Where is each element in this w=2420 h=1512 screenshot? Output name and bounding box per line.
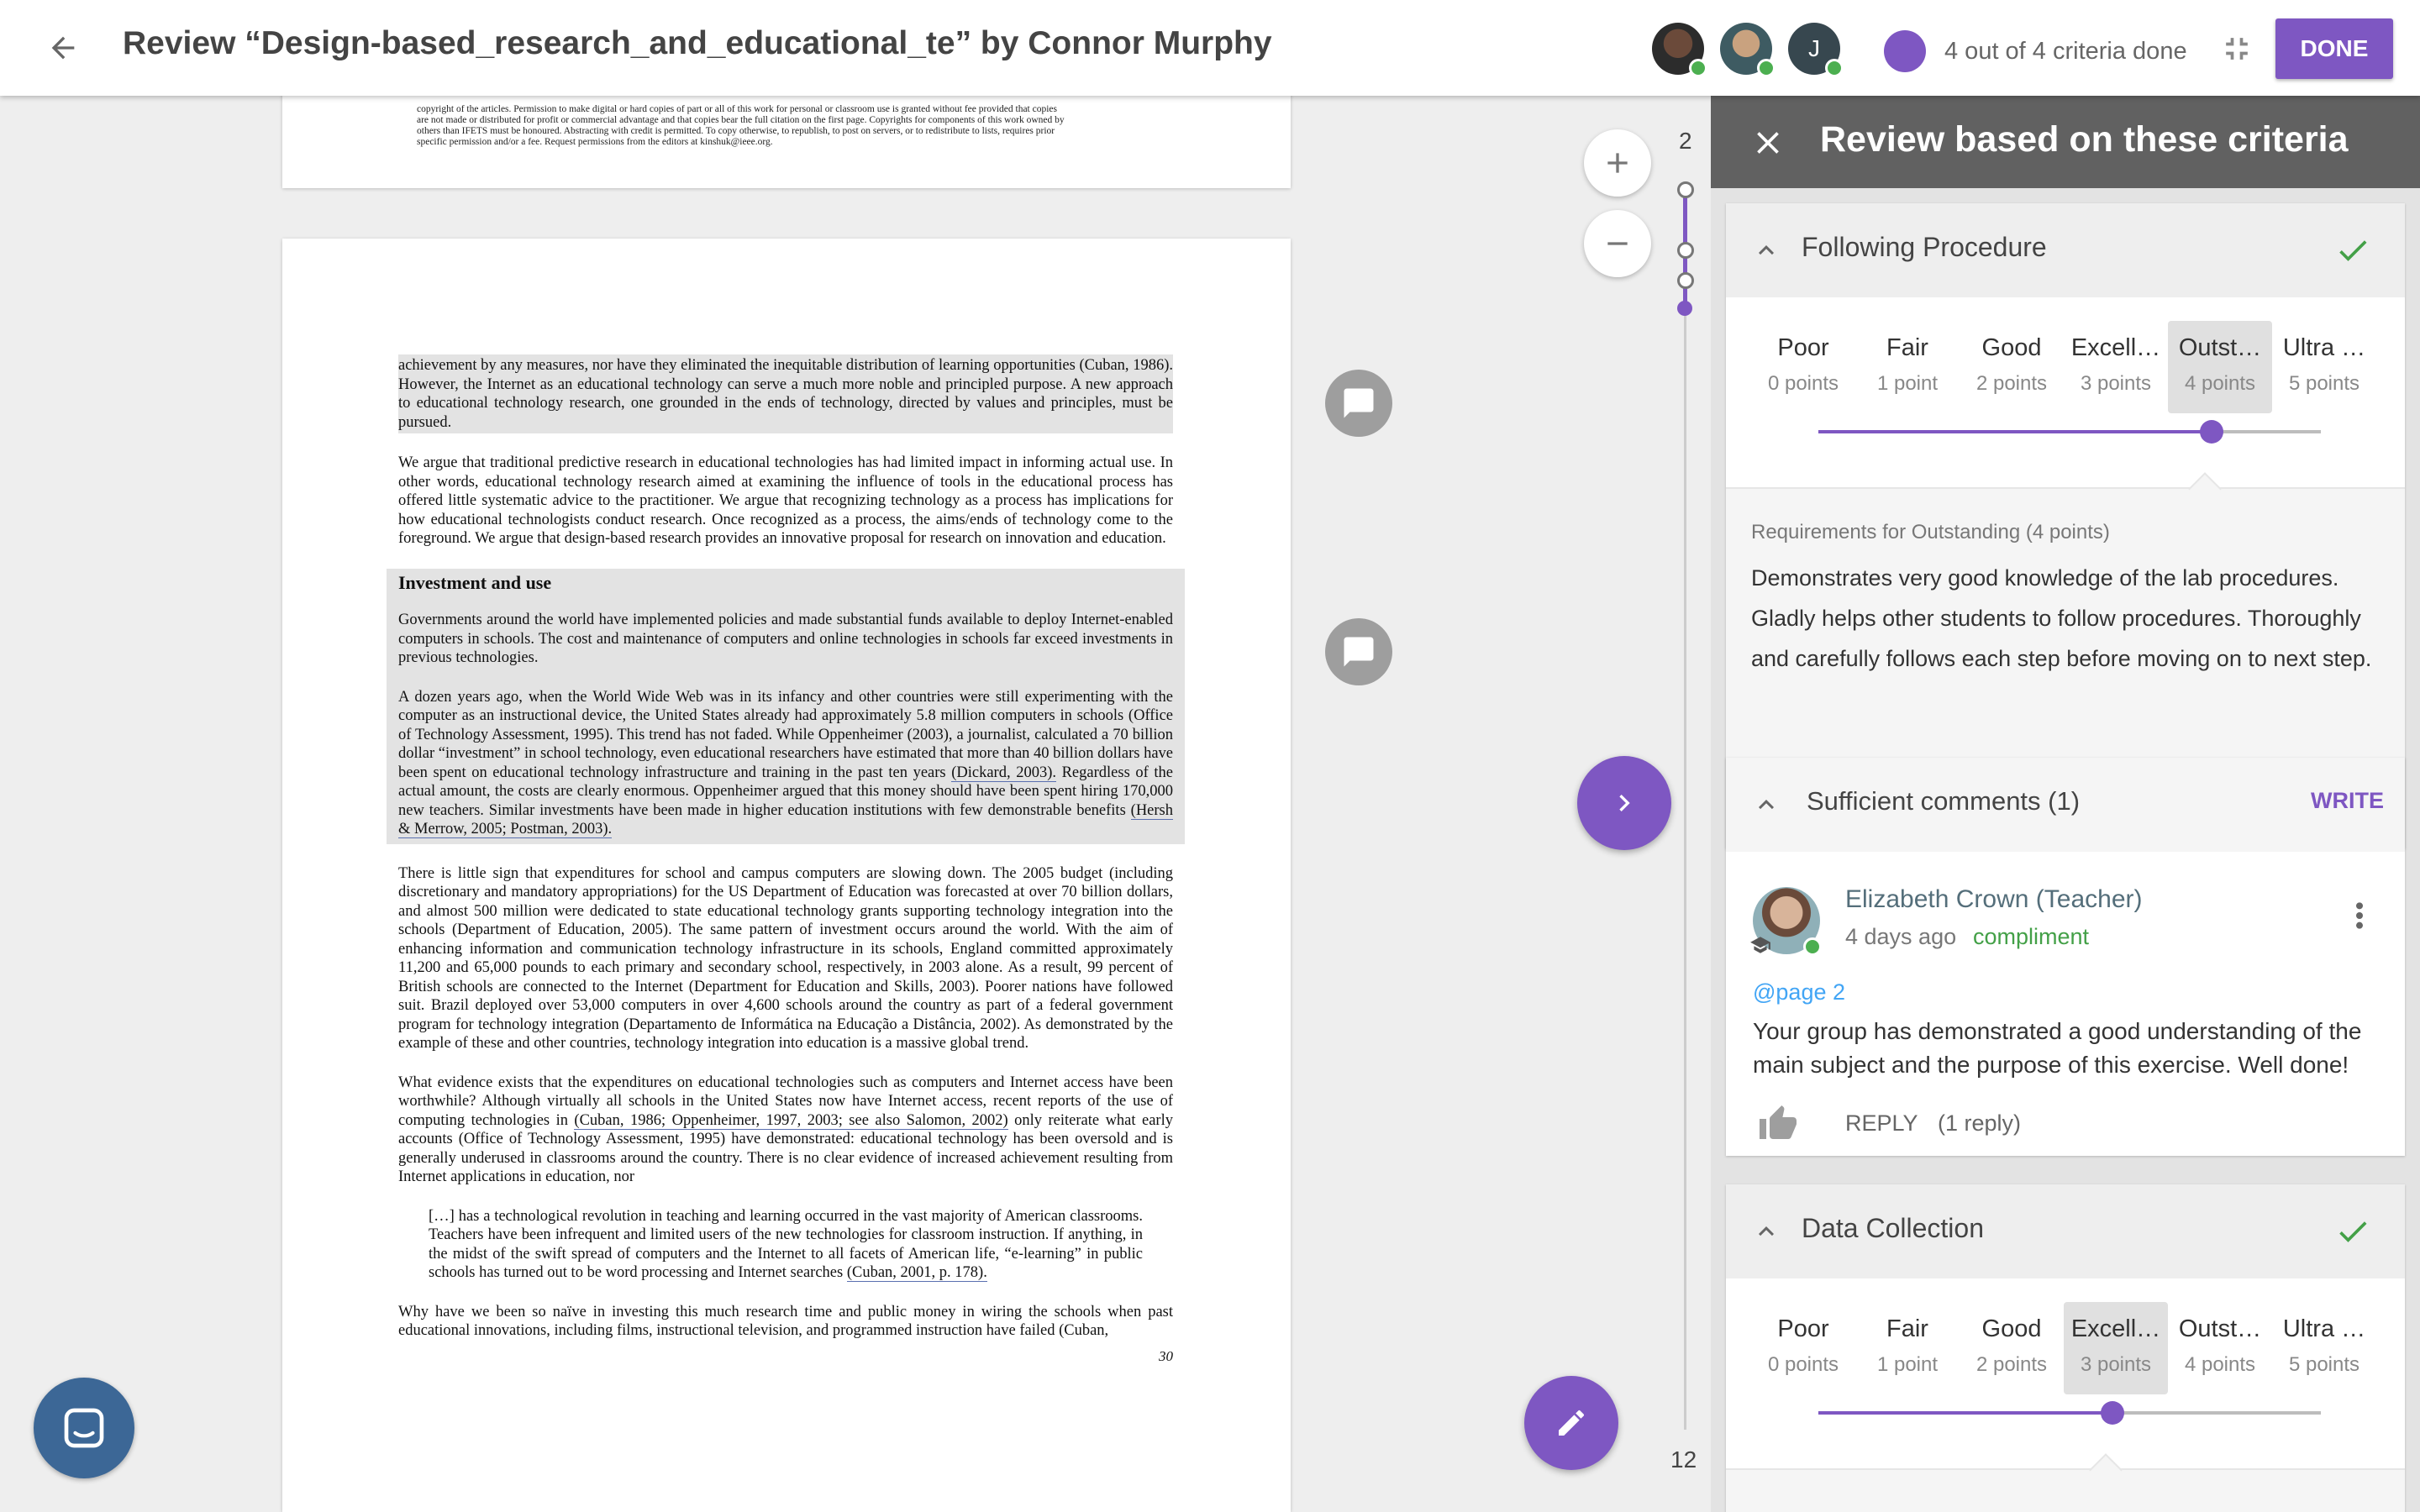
citation-link[interactable]: (Dickard, 2003). xyxy=(951,764,1056,781)
paragraph-text: Regardless of the actual amount, the costs are clearly enormous. Oppenheimer argued that this money should have been spent hiring 170,000 new teachers. Similar investments have been made in higher education institutions with few demonstrable benefits xyxy=(398,764,1174,819)
level-slider-handle[interactable] xyxy=(2101,1401,2124,1425)
comment-icon xyxy=(1341,386,1376,421)
document-page xyxy=(282,239,1291,1512)
chevron-up-icon xyxy=(1751,1216,1781,1247)
level-name: Ultra … xyxy=(2282,334,2366,361)
chevron-up-icon xyxy=(1751,235,1781,265)
pointer-arrow xyxy=(2188,472,2222,506)
citation-link[interactable]: (Cuban, 1986; Oppenheimer, 1997, 2003; see also Salomon, 2002) xyxy=(574,1111,1008,1129)
annotate-button[interactable] xyxy=(1524,1376,1618,1470)
comment-text: Your group has demonstrated a good understanding of the main subject and the purpose of this exercise. Well done! xyxy=(1753,1018,2362,1078)
criterion-title: Data Collection xyxy=(1802,1213,1984,1243)
level-option[interactable] xyxy=(1960,1302,2064,1394)
criterion-header[interactable] xyxy=(1726,203,2405,297)
comment-author[interactable]: Elizabeth Crown (Teacher) xyxy=(1845,885,2143,913)
like-button[interactable] xyxy=(1758,1104,1798,1144)
level-name: Excell… xyxy=(2070,1315,2161,1342)
block-quote xyxy=(429,1207,1143,1283)
online-indicator xyxy=(1825,59,1844,77)
online-indicator xyxy=(1689,59,1707,77)
level-option[interactable] xyxy=(1751,321,1855,413)
level-option[interactable] xyxy=(1751,1302,1855,1394)
level-slider-fill xyxy=(1818,430,2212,433)
page-scroll-handle[interactable] xyxy=(1677,301,1692,316)
level-name: Excell… xyxy=(2070,334,2161,361)
level-points: 4 points xyxy=(2184,1353,2256,1376)
chat-launcher[interactable] xyxy=(34,1378,134,1478)
level-option[interactable] xyxy=(2272,321,2376,413)
check-icon xyxy=(2334,232,2371,269)
page-title: Review “Design-based_research_and_educational_te” by Connor Murphy xyxy=(123,25,1272,61)
criterion-header[interactable] xyxy=(1726,1184,2405,1278)
citation-link[interactable]: (Cuban, 2001, p. 178). xyxy=(846,1264,987,1281)
level-points: 1 point xyxy=(1876,1353,1939,1376)
comment-tag: compliment xyxy=(1973,924,2090,949)
paragraph-text: A dozen years ago, when the World Wide Web was in its infancy and other countries were still experimenting with the computer as an instructional device, the United States already had approximately 5.8 million computers in schools (Office of Technology Assessment, 1995). This trend has not faded. While Oppenheimer (2003), a journalist, calculated a 70 billion dollar “investment” in school technology, even educational researchers have estimated that more than 40 billion dollars have been spent on educational technology infrastructure and training in the past ten years xyxy=(398,688,1173,781)
graduation-cap-icon xyxy=(1749,934,1771,956)
level-points: 3 points xyxy=(2080,1353,2152,1376)
criteria-progress[interactable] xyxy=(1884,30,2187,72)
arrow-left-icon xyxy=(46,31,80,65)
reply-button[interactable]: REPLY xyxy=(1845,1110,1918,1136)
paragraph-text: What evidence exists that the expenditures on educational technologies such as computers and Internet access have been worthwhile? Although virtually all schools in the United States now have Internet access, recent reports of the use of computing technologies in xyxy=(398,1074,1173,1129)
level-slider-handle[interactable] xyxy=(2200,420,2223,444)
back-button[interactable] xyxy=(42,27,84,69)
next-button[interactable] xyxy=(1577,756,1671,850)
more-vertical-icon xyxy=(2351,899,2368,932)
level-name: Poor xyxy=(1777,1315,1829,1342)
thumbs-up-icon xyxy=(1758,1104,1798,1144)
level-name: Poor xyxy=(1777,334,1829,361)
progress-circle-icon xyxy=(1884,30,1926,72)
panel-header xyxy=(1711,96,2420,188)
level-option[interactable] xyxy=(1960,321,2064,413)
highlighted-paragraph[interactable] xyxy=(398,354,1173,433)
comment-time: 4 days ago xyxy=(1845,924,1957,949)
level-option[interactable] xyxy=(1855,1302,1960,1394)
plus-icon xyxy=(1601,146,1634,180)
avatar-1[interactable] xyxy=(1652,23,1704,75)
level-name: Outst… xyxy=(2178,1315,2262,1342)
top-bar xyxy=(0,0,2420,96)
comments-card xyxy=(1726,758,2405,1156)
level-option[interactable] xyxy=(1855,321,1960,413)
level-name: Good xyxy=(1981,1315,2042,1342)
level-option-selected[interactable] xyxy=(2064,1302,2168,1394)
paragraph xyxy=(398,688,1173,839)
done-button[interactable]: DONE xyxy=(2275,18,2393,79)
criteria-panel xyxy=(1711,96,2420,1512)
comment-icon xyxy=(1341,634,1376,669)
level-option-selected[interactable] xyxy=(2168,321,2272,413)
level-points: 5 points xyxy=(2288,372,2360,395)
paragraph: Why have we been so naïve in investing this much research time and public money in wiring the schools when past educational innovations, including films, instructional television, and programmed instruction have failed (Cuban, xyxy=(398,1303,1173,1339)
criterion-title: Following Procedure xyxy=(1802,232,2047,262)
pointer-arrow xyxy=(2089,1453,2123,1487)
paragraph xyxy=(398,1074,1173,1187)
comments-title: Sufficient comments (1) xyxy=(1807,786,2081,816)
panel-title: Review based on these criteria xyxy=(1820,119,2349,160)
paragraph: There is little sign that expenditures for school and campus computers are slowing down. The 2005 budget (including discretionary and mandatory appropriations) for the US Department of Education was forecasted at over 70 billion dollars, and almost 500 million were dedicated to state educational technology grants supporting technology integration into the schools (Department of Education, 2005). The same pattern of investment occurs around the world. With the aim of enhancing information and communication technology infrastructure in its schools, England committed approximately 11,200 and 65,000 pounds to each primary and secondary school, respectively, in 2003 alone. As a result, 99 percent of British schools are connected to the Internet (Department for Education and Skills, 2003). Poorer nations have followed suit. Brazil deployed over 53,000 computers in over 4,600 schools around the country as part of a federal government program for technology integration (Departamento de Informática na Educação a Distância, 2002). As demonstrated by the example of these and other countries, technology integration into education is a massive global trend. xyxy=(398,864,1173,1052)
page-number: 30 xyxy=(1159,1347,1173,1364)
write-comment-button[interactable]: WRITE xyxy=(2311,788,2384,813)
paragraph: Governments around the world have implemented policies and made substantial funds available to deploy Internet-enabled computers in schools. The cost and maintenance of computers and online technologies in schools far exceed investments in previous technologies. xyxy=(398,612,1173,666)
page-marker[interactable] xyxy=(1677,272,1694,289)
avatar-initial: J xyxy=(1808,35,1820,61)
level-name: Good xyxy=(1981,334,2042,361)
total-pages-number: 12 xyxy=(1670,1446,1697,1473)
fullscreen-exit-icon xyxy=(2218,30,2255,67)
comment-marker[interactable] xyxy=(1325,370,1392,437)
page-mention-link[interactable]: @page 2 xyxy=(1753,979,1845,1005)
footnote-line: specific permission and/or a fee. Request permissions from the editors at kinshuk@ieee.org. xyxy=(417,137,773,147)
check-icon xyxy=(2334,1213,2371,1250)
reply-count-link[interactable]: (1 reply) xyxy=(1938,1110,2022,1136)
close-icon xyxy=(1749,124,1786,161)
online-indicator xyxy=(1803,937,1822,956)
rubric-levels xyxy=(1751,1302,2376,1394)
level-slider-fill xyxy=(1818,1411,2112,1415)
level-name: Outst… xyxy=(2178,334,2262,361)
online-indicator xyxy=(1757,59,1776,77)
criterion-card xyxy=(1726,1184,2405,1512)
page-footnote xyxy=(417,104,1089,148)
level-option[interactable] xyxy=(2272,1302,2376,1394)
criteria-status-text: 4 out of 4 criteria done xyxy=(1944,37,2187,65)
citation-link[interactable]: (Hersh & Merrow, 2005; Postman, 2003). xyxy=(398,801,1173,837)
requirements-text: Demonstrates very good knowledge of the lab procedures. Gladly helps other students to follow procedures. Thoroughly and carefully follows each step before moving on to next step. xyxy=(1751,565,2372,671)
exit-fullscreen-button[interactable] xyxy=(2218,30,2255,67)
level-option[interactable] xyxy=(2168,1302,2272,1394)
section-heading: Investment and use xyxy=(398,571,552,593)
current-page-number: 2 xyxy=(1679,128,1692,154)
footnote-line: others than IFETS must be honoured. Abstracting with credit is permitted. To copy otherwise, to republish, to post on servers, or to redistribute to lists, requires prior xyxy=(417,126,1055,136)
level-points: 2 points xyxy=(1975,372,2048,395)
comment-marker[interactable] xyxy=(1325,618,1392,685)
zoom-in-button[interactable] xyxy=(1584,129,1651,197)
page-marker[interactable] xyxy=(1677,181,1694,198)
level-name: Fair xyxy=(1886,334,1928,361)
comment-menu-button[interactable] xyxy=(2351,899,2368,932)
rubric-levels xyxy=(1751,321,2376,413)
level-option[interactable] xyxy=(2064,321,2168,413)
level-points: 0 points xyxy=(1767,372,1839,395)
quote-text: […] has a technological revolution in teaching and learning occurred in the vast majority of American classrooms. Teachers have been infrequent and limited users of the new technologies for classroom instruction. If anything, in the midst of the swift spread of computers and the Internet to all facets of American life, “e-learning” in public schools has turned out to be word processing and Internet searches xyxy=(429,1207,1143,1281)
paragraph-text: only reiterate what early accounts (Office of Technology Assessment, 1995) have demonstrated: educational technology has been oversold and is generally underused in classrooms around the country. There is no clear evidence of increased achievement resulting from Internet applications in education, nor xyxy=(398,1111,1173,1185)
author-avatar[interactable] xyxy=(1753,887,1820,954)
chevron-right-icon xyxy=(1607,786,1641,820)
level-points: 0 points xyxy=(1767,1353,1839,1376)
paragraph: We argue that traditional predictive research in educational technologies has had limited impact in informing actual use. In other words, educational technology research aimed at examining the influence of tools in the educational process has offered little systematic advice to the practitioner. We argue that recognizing technology as a process has implications for how educational technologists conduct research. Once recognized as a process, the aims/ends of technology come to the foreground. We argue that design-based research provides an innovative proposal for research on innovation and education. xyxy=(398,454,1173,547)
footnote-line: are not made or distributed for profit or commercial advantage and that copies bear the full citation on the first page. Copyrights for components of this work owned by xyxy=(417,115,1065,125)
level-name: Ultra … xyxy=(2282,1315,2366,1342)
chevron-up-icon xyxy=(1751,790,1781,820)
level-points: 1 point xyxy=(1876,372,1939,395)
page-scroll-track[interactable] xyxy=(1684,186,1686,1430)
page-marker[interactable] xyxy=(1677,242,1694,259)
requirements-title: Requirements for Outstanding (4 points) xyxy=(1751,521,2110,543)
level-points: 2 points xyxy=(1975,1353,2048,1376)
close-panel-button[interactable] xyxy=(1749,124,1786,161)
footnote-line: copyright of the articles. Permission to make digital or hard copies of part or all of this work for personal or classroom use is granted without fee provided that copies xyxy=(417,104,1057,114)
chat-icon xyxy=(60,1404,108,1452)
paragraph-text: achievement by any measures, nor have they eliminated the inequitable distribution of learning opportunities (Cuban, 1986). However, the Internet as an educational technology can serve a much more noble and principled purpose. A new approach to educational technology research, one grounded in the ends of technology, directed by values and principles, must be pursued. xyxy=(398,357,1173,431)
level-name: Fair xyxy=(1886,1315,1928,1342)
level-points: 3 points xyxy=(2080,372,2152,395)
zoom-out-button[interactable] xyxy=(1584,210,1651,277)
criterion-card xyxy=(1726,203,2405,848)
pencil-icon xyxy=(1555,1406,1588,1440)
level-points: 4 points xyxy=(2184,372,2256,395)
minus-icon xyxy=(1601,227,1634,260)
comments-header[interactable] xyxy=(1726,758,2405,852)
avatar-2[interactable] xyxy=(1720,23,1772,75)
requirements-box xyxy=(1726,1468,2405,1512)
highlighted-section[interactable] xyxy=(387,569,1185,844)
level-points: 5 points xyxy=(2288,1353,2360,1376)
avatar-3[interactable] xyxy=(1788,23,1840,75)
